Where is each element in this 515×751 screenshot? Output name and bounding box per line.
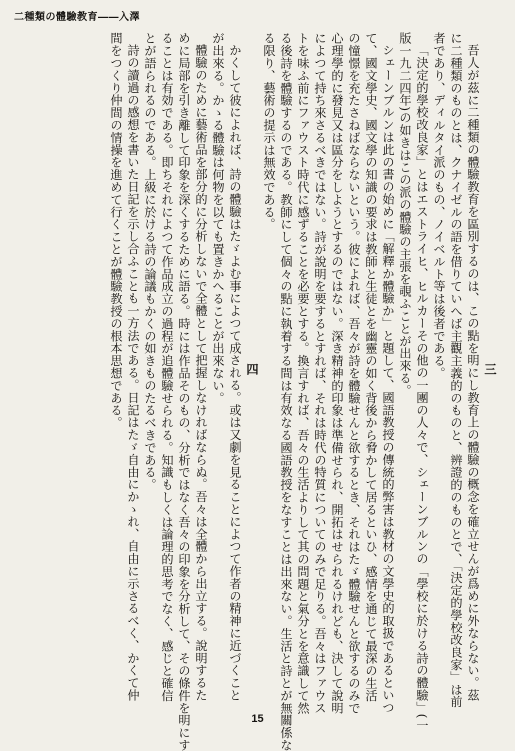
text-column: によつて持ち來さるべきではない。詩が說明を要するとすれば、それは時代の特質についてのみで足りる。吾々はファウス <box>313 32 327 714</box>
text-column: 體驗のために藝術品を部分的に分析しないで全體として把握しなければならぬ。吾々は全體から出立する。說明するた <box>194 44 208 702</box>
text-column: て、國文學史、國文學の知識の要求は教師と生徒とを幽靈の如く背後から脅かして居るといひ、感情を通じて最深の生活 <box>364 32 378 702</box>
text-column: とが語られるのである。上級に於ける詩の論議もかくの如きものたるべきである。 <box>143 32 157 491</box>
section-heading-four: 四 <box>245 363 259 376</box>
text-column: シェーンブルンは此の書の始めに「解釋か體驗か」と題して、國語教授の傳統的弊害は教材の文學史的取扱であるといつ <box>381 44 395 714</box>
text-column: に二種類のものとは、クナイゼルの語を借りていへば主觀主義的のものと、辨證的のものとで、「決定的學校改良家」は前 <box>449 32 463 708</box>
text-column: る限り、藝術の提示は無效である。 <box>262 32 276 231</box>
section-heading-three: 三 <box>483 363 497 376</box>
text-column: が出來る。かゝる體驗は何物を以ても置きかへることが出來ない。 <box>211 32 225 404</box>
text-column: かくして彼によれば、詩の體驗はたゞよむ事によつて成される。或は又劇を見ることによつて作者の精神に近づくこと <box>228 44 242 702</box>
text-column: めに局部を引き離して印象を深くするために語る。時には作品そのもの、分析ではなく吾々の印象を分析して、その條件を明にす <box>177 32 191 751</box>
text-column: の憧憬を充たさねばならないという。彼によれば、吾々が詩を體驗せんと欲するとき、それはたゞ體驗せんと欲するのみで <box>347 32 361 714</box>
text-column: 吾人が茲に二種類の體驗教育を區別するのは、この點を明にし教育上の體驗の概念を確立せんが爲めに外ならない。茲 <box>466 44 480 702</box>
page-number: 15 <box>251 713 264 725</box>
text-column: る後詩を體驗するのである。教師にして個々の點に執着する間は有效なる國語教授をなすことは出來ない。生活と詩とが無關係な <box>279 32 293 751</box>
text-column: 間をつくり仲間の情操を進めて行くことが體驗教授の根本思想である。 <box>109 32 123 429</box>
text-column: 版一九二四年)の如きはこの派の體驗の主張を覗ふことが出來る。 <box>398 32 412 397</box>
text-column: ることは有効である。即ちそれによつて作品成立の過程が追體驗せられる。知識もしくは論理的思考でなく、感じと確信 <box>160 32 174 702</box>
text-column: 心理學的に發見又は區分をしようとするのではない。深き精神的印象は準備せられ、開拓はせられるけれども、決して說明 <box>330 32 344 714</box>
text-column: 詩の讀過の感想を書いた日記を示し合ふことも一方法である。日記はたゞ自由にかゝれ、自由に示さるべく、かくて仲 <box>126 44 140 702</box>
text-column: 者であり、ディルタイ派のもの、ノイベルト等は後者である。 <box>432 32 446 380</box>
text-column: トを味ふ前にファウスト時代に感ずることを必要とする。換言すれば、吾々の生活よりして其の問題と氣分とを意識して然 <box>296 32 310 714</box>
running-head: 二種類の體驗教育――入澤 <box>14 12 140 23</box>
text-column: 「決定的學校改良家」とはエストライヒ、ヒルカーその他の一團の人々で、シェーンブルンの「學校に於ける詩の體驗」(一 <box>415 44 429 732</box>
